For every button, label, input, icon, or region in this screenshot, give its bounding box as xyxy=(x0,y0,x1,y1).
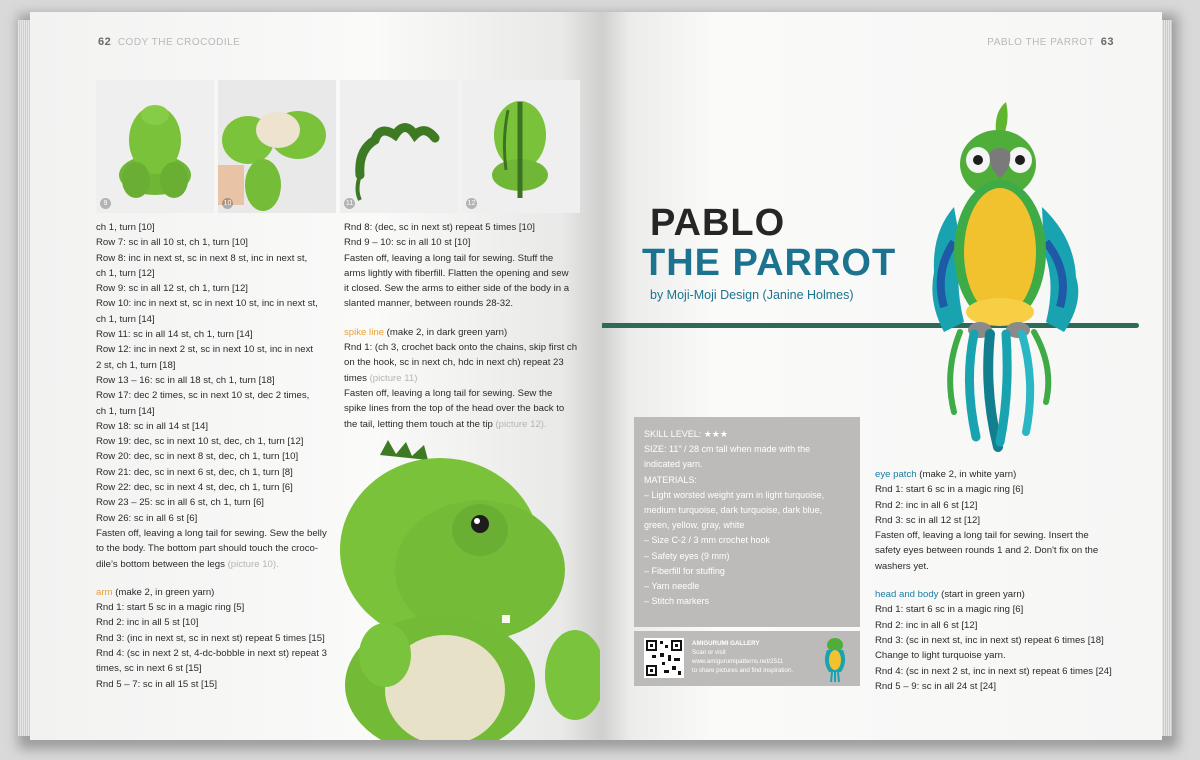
instruction-line: Change to light turquoise yarn. xyxy=(875,650,1006,662)
info-line: green, yellow, gray, white xyxy=(644,520,745,531)
instruction-line: Row 17: dec 2 times, sc in next 10 st, dec 2 times, xyxy=(96,390,310,402)
instruction-line: slanted manner, between rounds 28-32. xyxy=(344,298,514,310)
instruction-line: Row 23 – 25: sc in all 6 st, ch 1, turn [6] xyxy=(96,497,264,509)
materials-list xyxy=(644,442,850,609)
eye-patch-heading: eye patch xyxy=(875,469,917,480)
arm-instructions xyxy=(96,600,346,692)
designer-byline: by Moji-Moji Design (Janine Holmes) xyxy=(650,288,854,302)
parrot-photo xyxy=(914,102,1154,452)
spike-heading-line xyxy=(344,325,594,340)
instruction-line: Fasten off, leaving a long tail for sewing. Stuff the xyxy=(344,252,554,264)
left-page xyxy=(30,12,602,740)
photo-number-12: 12 xyxy=(467,200,476,207)
instruction-line: Rnd 3: sc in all 12 st [12] xyxy=(875,514,981,526)
parrot-mascot-icon xyxy=(824,636,846,682)
pattern-title-line1: PABLO xyxy=(650,202,786,244)
spike-times-line xyxy=(344,371,594,386)
arm-note: (make 2, in green yarn) xyxy=(112,586,215,598)
spike-instructions xyxy=(344,340,594,371)
instruction-line: Rnd 1: start 6 sc in a magic ring [6] xyxy=(875,484,1024,496)
picture-11-ref: (picture 11) xyxy=(369,372,418,384)
info-line: – Safety eyes (9 mm) xyxy=(644,550,730,561)
instruction-line: Row 22: dec, sc in next 4 st, dec, ch 1, turn [6] xyxy=(96,482,293,494)
right-page xyxy=(602,12,1162,740)
instruction-line: times, sc in next 6 st [15] xyxy=(96,663,202,675)
arm-heading-line xyxy=(96,585,346,600)
instruction-line: spike lines from the top of the head over the back to xyxy=(344,403,565,415)
belly-text: dile’s bottom between the legs xyxy=(96,558,225,570)
instruction-line: Rnd 2: inc in all 6 st [12] xyxy=(875,499,978,511)
gallery-link[interactable]: www.amigurumipatterns.net/2511 xyxy=(692,658,784,665)
instruction-line: ch 1, turn [14] xyxy=(96,313,155,325)
instruction-line: Row 8: inc in next st, sc in next 8 st, inc in next st, xyxy=(96,252,308,264)
gallery-line-3: to share pictures and find inspiration. xyxy=(692,667,794,674)
spike-last: the tail, letting them touch at the tip xyxy=(344,418,496,430)
page-number: 63 xyxy=(1100,36,1114,48)
step-photo-11 xyxy=(340,80,458,213)
instruction-line: arms lightly with fiberfill. Flatten the opening and sew xyxy=(344,267,569,279)
instruction-line: Rnd 1: start 5 sc in a magic ring [5] xyxy=(96,602,245,614)
instruction-line: Row 10: inc in next st, sc in next 10 st, inc in next st, xyxy=(96,298,318,310)
photo-number-11: 11 xyxy=(345,200,354,207)
info-line: – Size C-2 / 3 mm crochet hook xyxy=(644,535,771,546)
arm-finish-instructions xyxy=(344,220,594,312)
instruction-line: Rnd 9 – 10: sc in all 10 st [10] xyxy=(344,237,471,249)
arm-heading: arm xyxy=(96,586,113,598)
instruction-line: Row 13 – 16: sc in all 18 st, ch 1, turn [18] xyxy=(96,374,275,386)
instruction-line: Row 7: sc in all 10 st, ch 1, turn [10] xyxy=(96,237,248,249)
info-line: SIZE: 11" / 28 cm tall when made with the xyxy=(644,444,811,455)
instruction-line: Rnd 8: (dec, sc in next st) repeat 5 times [10] xyxy=(344,222,535,233)
info-line: – Fiberfill for stuffing xyxy=(644,565,725,576)
instruction-line: Fasten off, leaving a long tail for sewing. Sew the belly xyxy=(96,527,327,539)
right-running-header xyxy=(987,36,1114,48)
step-photo-12 xyxy=(462,80,580,213)
running-title: CODY THE CROCODILE xyxy=(117,37,241,48)
spike-heading: spike line xyxy=(344,326,384,338)
instruction-line: washers yet. xyxy=(875,560,929,572)
eye-heading-line xyxy=(875,467,1145,482)
instruction-line: Row 9: sc in all 12 st, ch 1, turn [12] xyxy=(96,283,248,295)
info-line: medium turquoise, dark turquoise, dark blue, xyxy=(644,505,823,516)
head-body-instructions xyxy=(875,602,1145,694)
instruction-line: safety eyes between rounds 1 and 2. Don't fix on the xyxy=(875,545,1099,557)
instruction-line: Rnd 5 – 9: sc in all 24 st [24] xyxy=(875,680,997,692)
info-line: MATERIALS: xyxy=(644,474,697,485)
info-line: indicated yarn. xyxy=(644,459,703,470)
head-body-heading: head and body xyxy=(875,589,939,601)
instruction-line: Rnd 4: (sc in next 2 st, 4-dc-bobble in next st) repeat 3 xyxy=(96,648,327,660)
belly-fasten-last xyxy=(96,557,346,572)
pattern-title-line2: THE PARROT xyxy=(642,242,897,284)
photo-number-10: 10 xyxy=(223,200,232,207)
running-title: PABLO THE PARROT xyxy=(987,37,1095,48)
instruction-line: on the hook, sc in next ch, hdc in next ch) repeat 23 xyxy=(344,357,564,369)
qr-code-icon[interactable] xyxy=(644,638,684,678)
instructions-column-3 xyxy=(875,467,1145,694)
step-photo-9 xyxy=(96,80,214,213)
gallery-title: AMIGURUMI GALLERY xyxy=(692,640,760,647)
step-photo-10 xyxy=(218,80,336,213)
belly-instructions xyxy=(96,220,346,557)
instruction-line: Row 21: dec, sc in next 6 st, dec, ch 1, turn [8] xyxy=(96,466,293,478)
pattern-info-box xyxy=(634,417,860,627)
instruction-line: Row 12: inc in next 2 st, sc in next 10 st, inc in next xyxy=(96,344,314,356)
head-body-note: (start in green yarn) xyxy=(938,589,1025,601)
instruction-line: Row 18: sc in all 14 st [14] xyxy=(96,420,208,432)
page-number: 62 xyxy=(98,36,112,48)
instruction-line: to the body. The bottom part should touch the croco- xyxy=(96,543,319,555)
gallery-text xyxy=(692,639,793,675)
eye-patch-instructions xyxy=(875,482,1145,574)
gallery-line-1: Scan or visit xyxy=(692,649,726,656)
instruction-line: Row 11: sc in all 14 st, ch 1, turn [14] xyxy=(96,329,253,341)
spike-times: times xyxy=(344,372,370,384)
instruction-line: Rnd 5 – 7: sc in all 15 st [15] xyxy=(96,678,218,690)
instruction-line: Rnd 2: inc in all 5 st [10] xyxy=(96,617,199,629)
instruction-line: Fasten off, leaving a long tail for sewing. Sew the xyxy=(344,387,553,399)
instruction-line: Rnd 4: (sc in next 2 st, inc in next st) repeat 6 times [24] xyxy=(875,665,1112,677)
head-heading-line xyxy=(875,587,1145,602)
instruction-line: it closed. Sew the arms to either side of the body in a xyxy=(344,283,570,295)
instruction-line: Rnd 3: (sc in next st, inc in next st) repeat 6 times [18] xyxy=(875,634,1104,646)
info-line: – Stitch markers xyxy=(644,596,710,607)
picture-10-ref: (picture 10). xyxy=(227,558,279,570)
crocodile-photo xyxy=(330,440,600,740)
picture-12-ref: (picture 12). xyxy=(495,418,547,430)
instruction-line: Row 26: sc in all 6 st [6] xyxy=(96,512,198,524)
instruction-line: Rnd 1: start 6 sc in a magic ring [6] xyxy=(875,604,1024,616)
instruction-line: Row 19: dec, sc in next 10 st, dec, ch 1, turn [12] xyxy=(96,436,304,448)
instructions-column-2 xyxy=(344,220,594,432)
spike-last-line xyxy=(344,417,594,432)
skill-level: SKILL LEVEL: ★★★ xyxy=(644,429,728,439)
info-line: – Light worsted weight yarn in light turquoise, xyxy=(644,489,825,500)
instruction-line: ch 1, turn [10] xyxy=(96,222,155,233)
left-running-header xyxy=(98,36,240,48)
instruction-line: ch 1, turn [12] xyxy=(96,267,155,279)
info-line: – Yarn needle xyxy=(644,581,700,592)
instruction-line: Row 20: dec, sc in next 8 st, dec, ch 1, turn [10] xyxy=(96,451,299,463)
spike-finish-instructions xyxy=(344,386,594,417)
instructions-column-1 xyxy=(96,220,346,692)
photo-number-9: 9 xyxy=(100,198,111,209)
spike-note: (make 2, in dark green yarn) xyxy=(384,326,508,338)
eye-patch-note: (make 2, in white yarn) xyxy=(916,469,1017,480)
instruction-line: Rnd 3: (inc in next st, sc in next st) repeat 5 times [15] xyxy=(96,632,325,644)
amigurumi-gallery-box xyxy=(634,631,860,686)
instruction-line: 2 st, ch 1, turn [18] xyxy=(96,359,176,371)
instruction-line: Rnd 1: (ch 3, crochet back onto the chains, skip first ch xyxy=(344,342,578,354)
instruction-line: ch 1, turn [14] xyxy=(96,405,155,417)
instruction-line: Rnd 2: inc in all 6 st [12] xyxy=(875,619,978,631)
instruction-line: Fasten off, leaving a long tail for sewing. Insert the xyxy=(875,530,1089,542)
